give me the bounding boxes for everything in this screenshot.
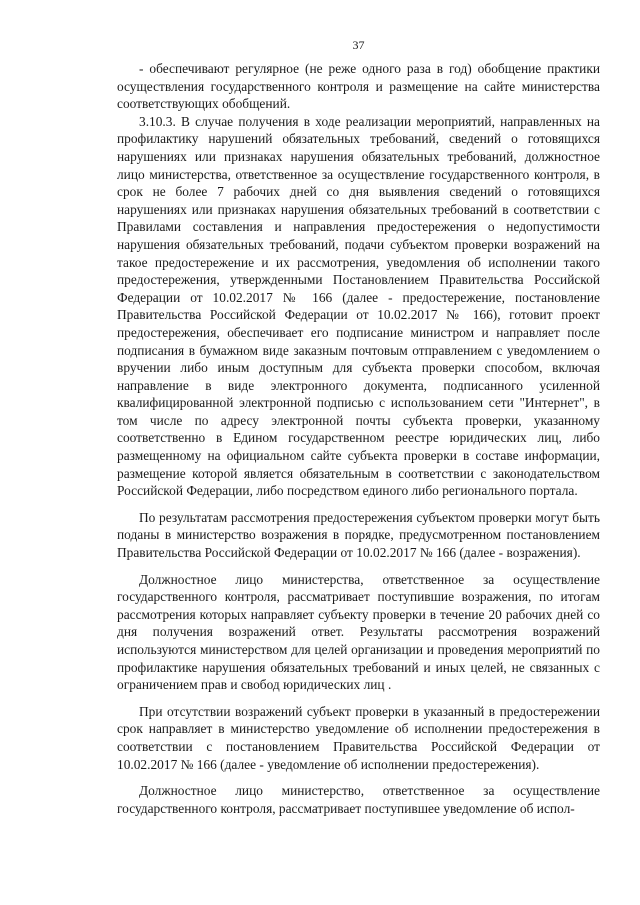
paragraph-practice-generalization: - обеспечивают регулярное (не реже одного раза в год) обобщение практики осуществления государственного контроля и размещение на сайте министерства соответствующих обобщений.: [117, 61, 600, 112]
page-number: 37: [352, 38, 365, 52]
document-body: [117, 60, 600, 817]
paragraph-notice-review: Должностное лицо министерство, ответственное за осуществление государственного контроля, рассматривает поступившее уведомление об испол-: [117, 783, 600, 816]
paragraph-execution-notice: При отсутствии возражений субъект проверки в указанный в предостережении срок направляет в министерство уведомление об исполнении предостережения в соответствии с постановлением Правительства Российской Федерации от 10.02.2017 № 166 (далее - уведомление об исполнении предостережения).: [117, 703, 600, 772]
paragraph-3-10-3-warning: 3.10.3. В случае получения в ходе реализации мероприятий, направленных на профилактику нарушений обязательных требований, сведений о готовящихся нарушениях или признаках нарушения обязательных требований, должностное лицо министерства, ответственное за осуществление государственного контроля, в срок не более 7 рабочих дней со дня выявления сведений о готовящихся нарушениях или признаках нарушения обязательных требований в соответствии с Правилами составления и направления предостережения о недопустимости нарушения обязательных требований, подачи субъектом проверки возражений на такое предостережение и их рассмотрения, уведомления об исполнении такого предостережения, утвержденными Постановлением Правительства Российской Федерации от 10.02.2017 № 166 (далее - предостережение, постановление Правительства Российской Федерации от 10.02.2017 № 166), готовит проект предостережения, обеспечивает его подписание министром и направляет после подписания в бумажном виде заказным почтовым отправлением с уведомлением о вручении либо иным доступным для субъекта проверки способом, включая направление в виде электронного документа, подписанного усиленной квалифицированной электронной подписью с использованием сети "Интернет", в том числе по адресу электронной почты субъекта проверки, указанному соответственно в Едином государственном реестре юридических лиц, либо размещенному на официальном сайте субъекта проверки в составе информации, размещение которой является обязательным в соответствии с законодательством Российской Федерации, либо посредством единого либо регионального портала.: [117, 113, 600, 499]
paragraph-objections: По результатам рассмотрения предостережения субъектом проверки могут быть поданы в министерство возражения в порядке, предусмотренном постановлением Правительства Российской Федерации от 10.02.2017 № 166 (далее - возражения).: [117, 509, 600, 561]
paragraph-objection-review: Должностное лицо министерства, ответственное за осуществление государственного контроля, рассматривает поступившие возражения, по итогам рассмотрения которых направляет субъекту проверки в течение 20 рабочих дней со дня получения возражений ответ. Результаты рассмотрения возражений используются министерством для целей организации и проведения мероприятий по профилактике нарушения обязательных требований и иных целей, не связанных с ограничением прав и свобод юридических лиц .: [117, 571, 600, 693]
